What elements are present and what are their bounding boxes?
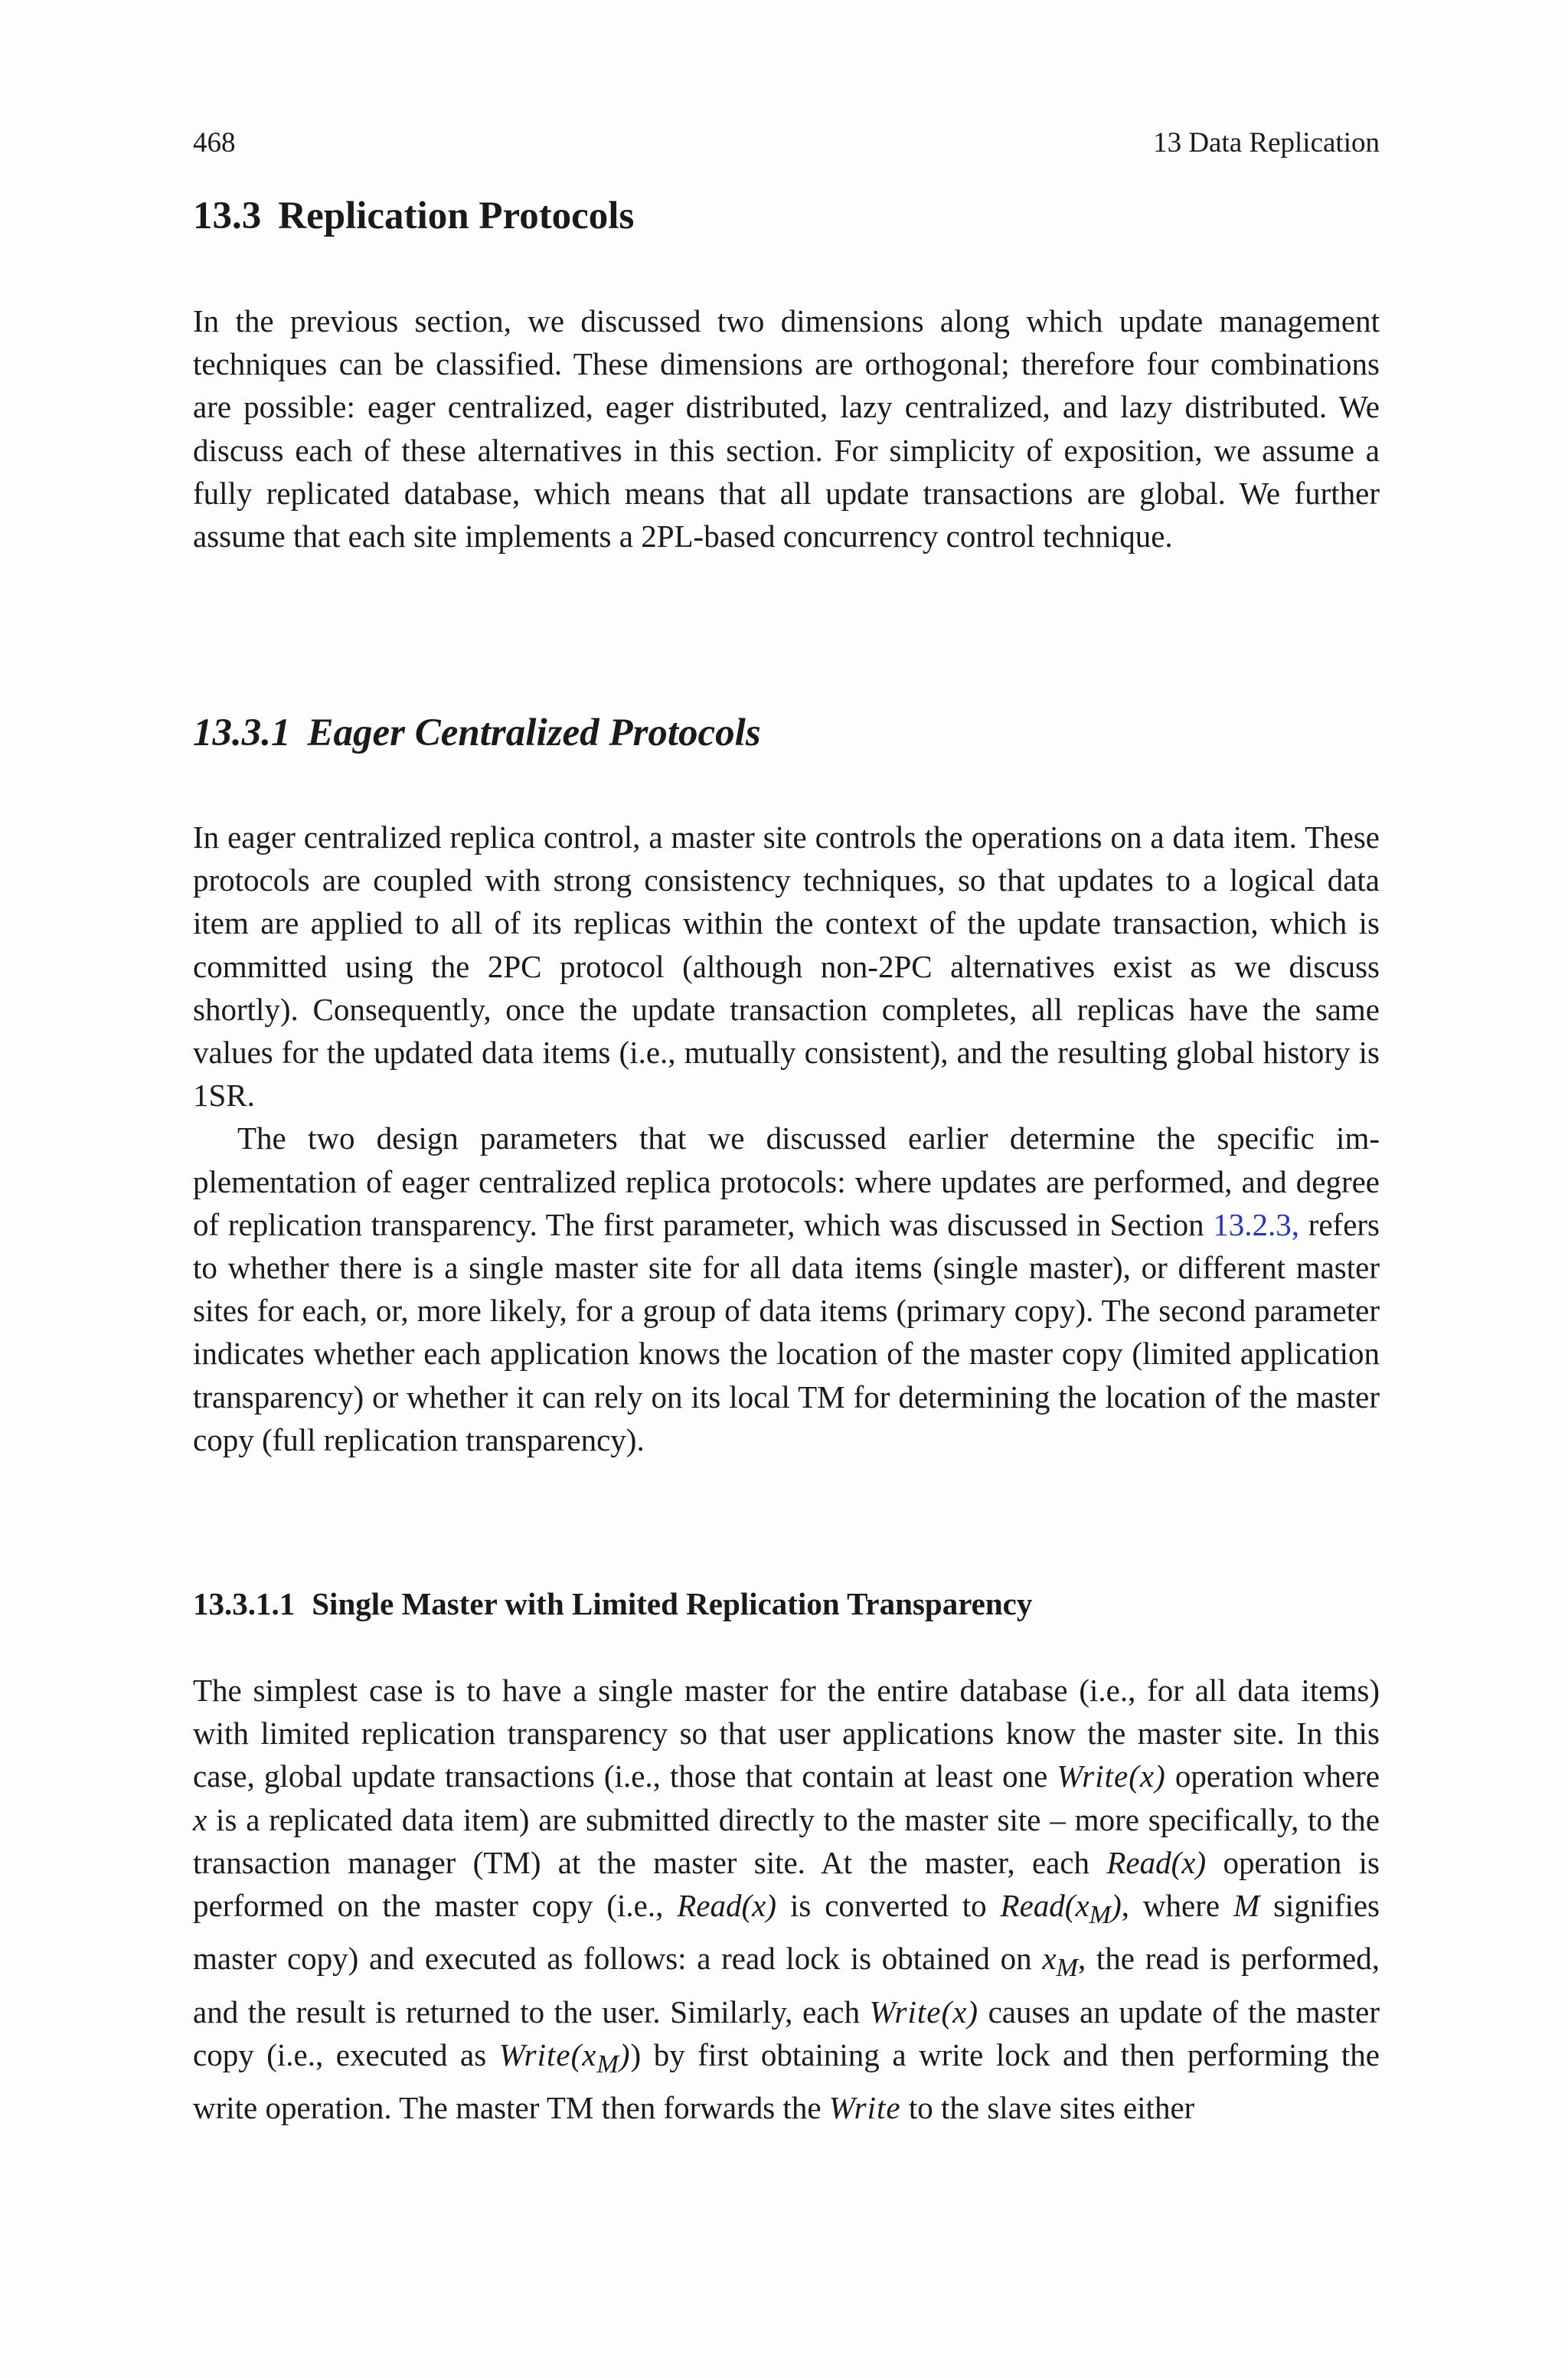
section-heading xyxy=(193,191,634,240)
subsection-body xyxy=(193,816,1380,1461)
math-write: Write(x) xyxy=(1057,1758,1166,1794)
math-write-fn: Write xyxy=(828,2090,901,2126)
section-reference-link[interactable]: 13.2.3, xyxy=(1213,1206,1300,1242)
subsection-number: 13.3.1 xyxy=(193,711,291,754)
section-intro-paragraph: In the previous section, we discussed two dimensions along which update management techniques can be classified. These dimensions are orthogonal; therefore four combinations are possible: eager centralized, eager distributed, lazy centralized, and lazy distributed. We discuss each of these alternatives in this section. For simplicity of exposition, we assume a fully replicated database, which means that all update transactions are global. We further assume that each site implements a 2PL-based concurrency control technique. xyxy=(193,303,1380,554)
section-number: 13.3 xyxy=(193,195,262,237)
math-write: Write(x) xyxy=(869,1994,978,2030)
math-read: Read(x) xyxy=(677,1888,777,1924)
chapter-title: 13 Data Replication xyxy=(1153,127,1380,159)
math-var-master: $x_M$ xyxy=(1042,1941,1078,1983)
subsubsection-number: 13.3.1.1 xyxy=(193,1586,296,1621)
math-var: M xyxy=(1233,1888,1260,1924)
math-read-master: $Read(x_M)$ xyxy=(1000,1888,1122,1930)
subsection-heading xyxy=(193,708,761,757)
section-title: Replication Protocols xyxy=(278,195,635,237)
subsubsection-heading xyxy=(193,1584,1032,1624)
subsubsection-title: Single Master with Limited Replication Transparency xyxy=(312,1586,1033,1621)
paragraph: The two design parameters that we discussed earlier determine the specific implementation of eager centralized replica protocols: where updates are performed, and degree of replication transparency. The first parameter, which was discussed in Section 13.2.3, refers to whether there is a single master site for all data items (single master), or different master sites for each, or, more likely, for a group of data items (primary copy). The second parameter indicates whether each application knows the location of the master copy (limited application transparency) or whether it can rely on its local TM for determining the location of the master copy (full replication transparency). xyxy=(193,1120,1380,1457)
math-var: x xyxy=(193,1801,207,1837)
page-number: 468 xyxy=(193,127,236,159)
paragraph: The simplest case is to have a single master for the entire database (i.e., for all data items) with limited replication transparency so that user applications know the master site. In this case, global update transactions (i.e., those that contain at least one Write(x) operation where x is a replicated data item) are submitted directly to the master site – more specifically, to the transaction manager (TM) at the master site. At the master, each Read(x) operation is performed on the master copy (i.e., Read(x) is converted to $Read(x_M)$, where M signifies master copy) and executed as follows: a read lock is obtained on $x_M$, the read is performed, and the result is returned to the user. Similarly, each Write(x) causes an update of the master copy (i.e., executed as $Write(x_M)$) by first obtaining a write lock and then performing the write operation. The master TM then forwards the Write to the slave sites either xyxy=(193,1673,1380,2126)
paragraph: In eager centralized replica control, a master site controls the operations on a data item. These protocols are coupled with strong consistency techniques, so that updates to a logical data item are applied to all of its replicas within the context of the update transaction, which is committed using the 2PC protocol (although non-2PC alternatives exist as we discuss shortly). Consequently, once the update transaction completes, all replicas have the same values for the updated data items (i.e., mutually consistent), and the resulting global history is 1SR. xyxy=(193,819,1380,1114)
math-read: Read(x) xyxy=(1106,1844,1207,1880)
subsection-title: Eager Centralized Protocols xyxy=(307,711,761,754)
math-write-master: $Write(x_M)$ xyxy=(498,2037,631,2079)
